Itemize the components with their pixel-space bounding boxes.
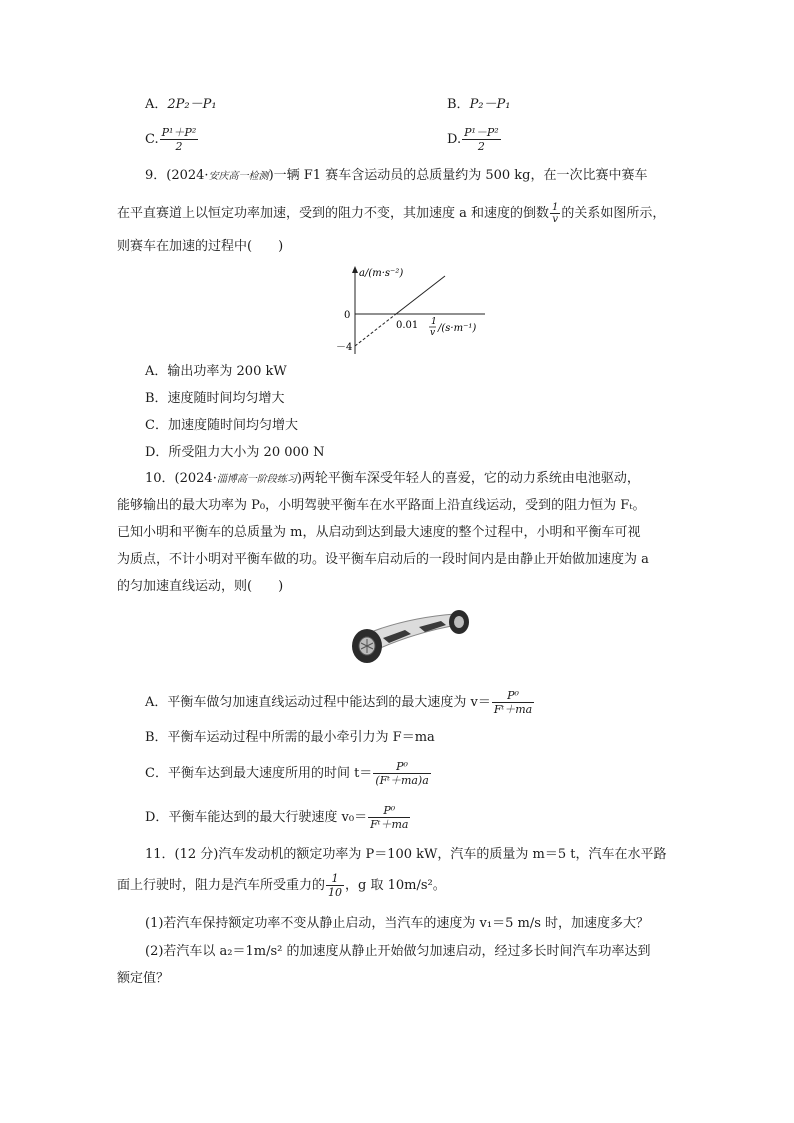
q10-option-a: A．平衡车做匀加速直线运动过程中能达到的最大速度为 v＝ $\frac{\text{P⁰}}{\text{Fᵗ＋ma}}$ (145, 689, 533, 716)
q11-part1: (1)若汽车保持额定功率不变从静止启动，当汽车的速度为 v₁＝5 m/s 时，加速度多大？ (145, 916, 650, 931)
y-axis-arrow (352, 266, 358, 273)
q10-option-c: C．平衡车达到最大速度所用的时间 t＝ $\frac{\text{P⁰}}{\text{(Fᵗ＋ma)a}}$ (145, 760, 429, 787)
q11-part2-line1: (2)若汽车以 a₂＝1m/s² 的加速度从静止开始做匀加速启动，经过多长时间汽车功率达到 (145, 944, 651, 959)
x-intercept-label: 0.01 (396, 320, 419, 331)
q9-option-b: B．速度随时间均匀增大 (145, 391, 285, 406)
q8-option-a: A．2P₂－P₁ (145, 97, 217, 112)
solid-line-segment (396, 276, 445, 314)
origin-label: 0 (344, 310, 351, 321)
x-label-num: 1 (431, 317, 437, 327)
q8-option-d: D. $\frac{\text{P¹－P²}}{2}$ (447, 126, 499, 153)
y-intercept-label: －4 (336, 342, 353, 353)
q11-part2-line2: 额定值？ (117, 971, 170, 986)
dashed-line-segment (355, 314, 396, 346)
q10-line1: 10．(2024·淄博高一阶段练习)两轮平衡车深受年轻人的喜爱，它的动力系统由电池驱动， (145, 471, 640, 486)
q10-line3: 已知小明和平衡车的总质量为 m，从启动到达到最大速度的整个过程中，小明和平衡车可视 (117, 525, 641, 540)
x-label-den: v (430, 328, 436, 338)
q8-option-c: C. $\frac{\text{P¹＋P²}}{2}$ (145, 126, 197, 153)
q10-option-b: B．平衡车运动过程中所需的最小牵引力为 F＝ma (145, 730, 435, 745)
q9-option-c: C．加速度随时间均匀增大 (145, 418, 298, 433)
q10-line5: 的匀加速直线运动，则( ) (117, 579, 284, 594)
q11-line2: 面上行驶时，阻力是汽车所受重力的 $\frac{1}{10}$ ，g 取 10m/s²。 (117, 872, 446, 899)
q10-option-d: D．平衡车能达到的最大行驶速度 v₀＝ $\frac{\text{P⁰}}{\text{Fᵗ＋ma}}$ (145, 804, 409, 831)
hoverboard-image (343, 606, 473, 676)
q10-line2: 能够输出的最大功率为 P₀，小明驾驶平衡车在水平路面上沿直线运动，受到的阻力恒为 Fₜ。 (117, 498, 646, 513)
q9-option-a: A．输出功率为 200 kW (145, 364, 287, 379)
y-axis-label: a/(m·s⁻²) (359, 268, 404, 279)
q8-option-b: B．P₂－P₁ (447, 97, 511, 112)
right-wheel-hub (454, 616, 464, 628)
x-label-unit: /(s·m⁻¹) (438, 323, 477, 334)
q9-line3: 则赛车在加速的过程中( ) (117, 239, 284, 254)
q11-line1: 11．(12 分)汽车发动机的额定功率为 P＝100 kW，汽车的质量为 m＝5 t，汽车在水平路 (145, 847, 667, 862)
q10-line4: 为质点，不计小明对平衡车做的功。设平衡车启动后的一段时间内是由静止开始做加速度为 a (117, 552, 649, 567)
q9-graph (330, 262, 530, 362)
q9-line1: 9．(2024·安庆高一检测)一辆 F1 赛车含运动员的总质量约为 500 kg，在一次比赛中赛车 (145, 168, 648, 183)
q9-option-d: D．所受阻力大小为 20 000 N (145, 445, 325, 460)
q9-line2: 在平直赛道上以恒定功率加速，受到的阻力不变，其加速度 a 和速度的倒数 $\frac{1}{v}$ 的关系如图所示， (117, 202, 666, 225)
